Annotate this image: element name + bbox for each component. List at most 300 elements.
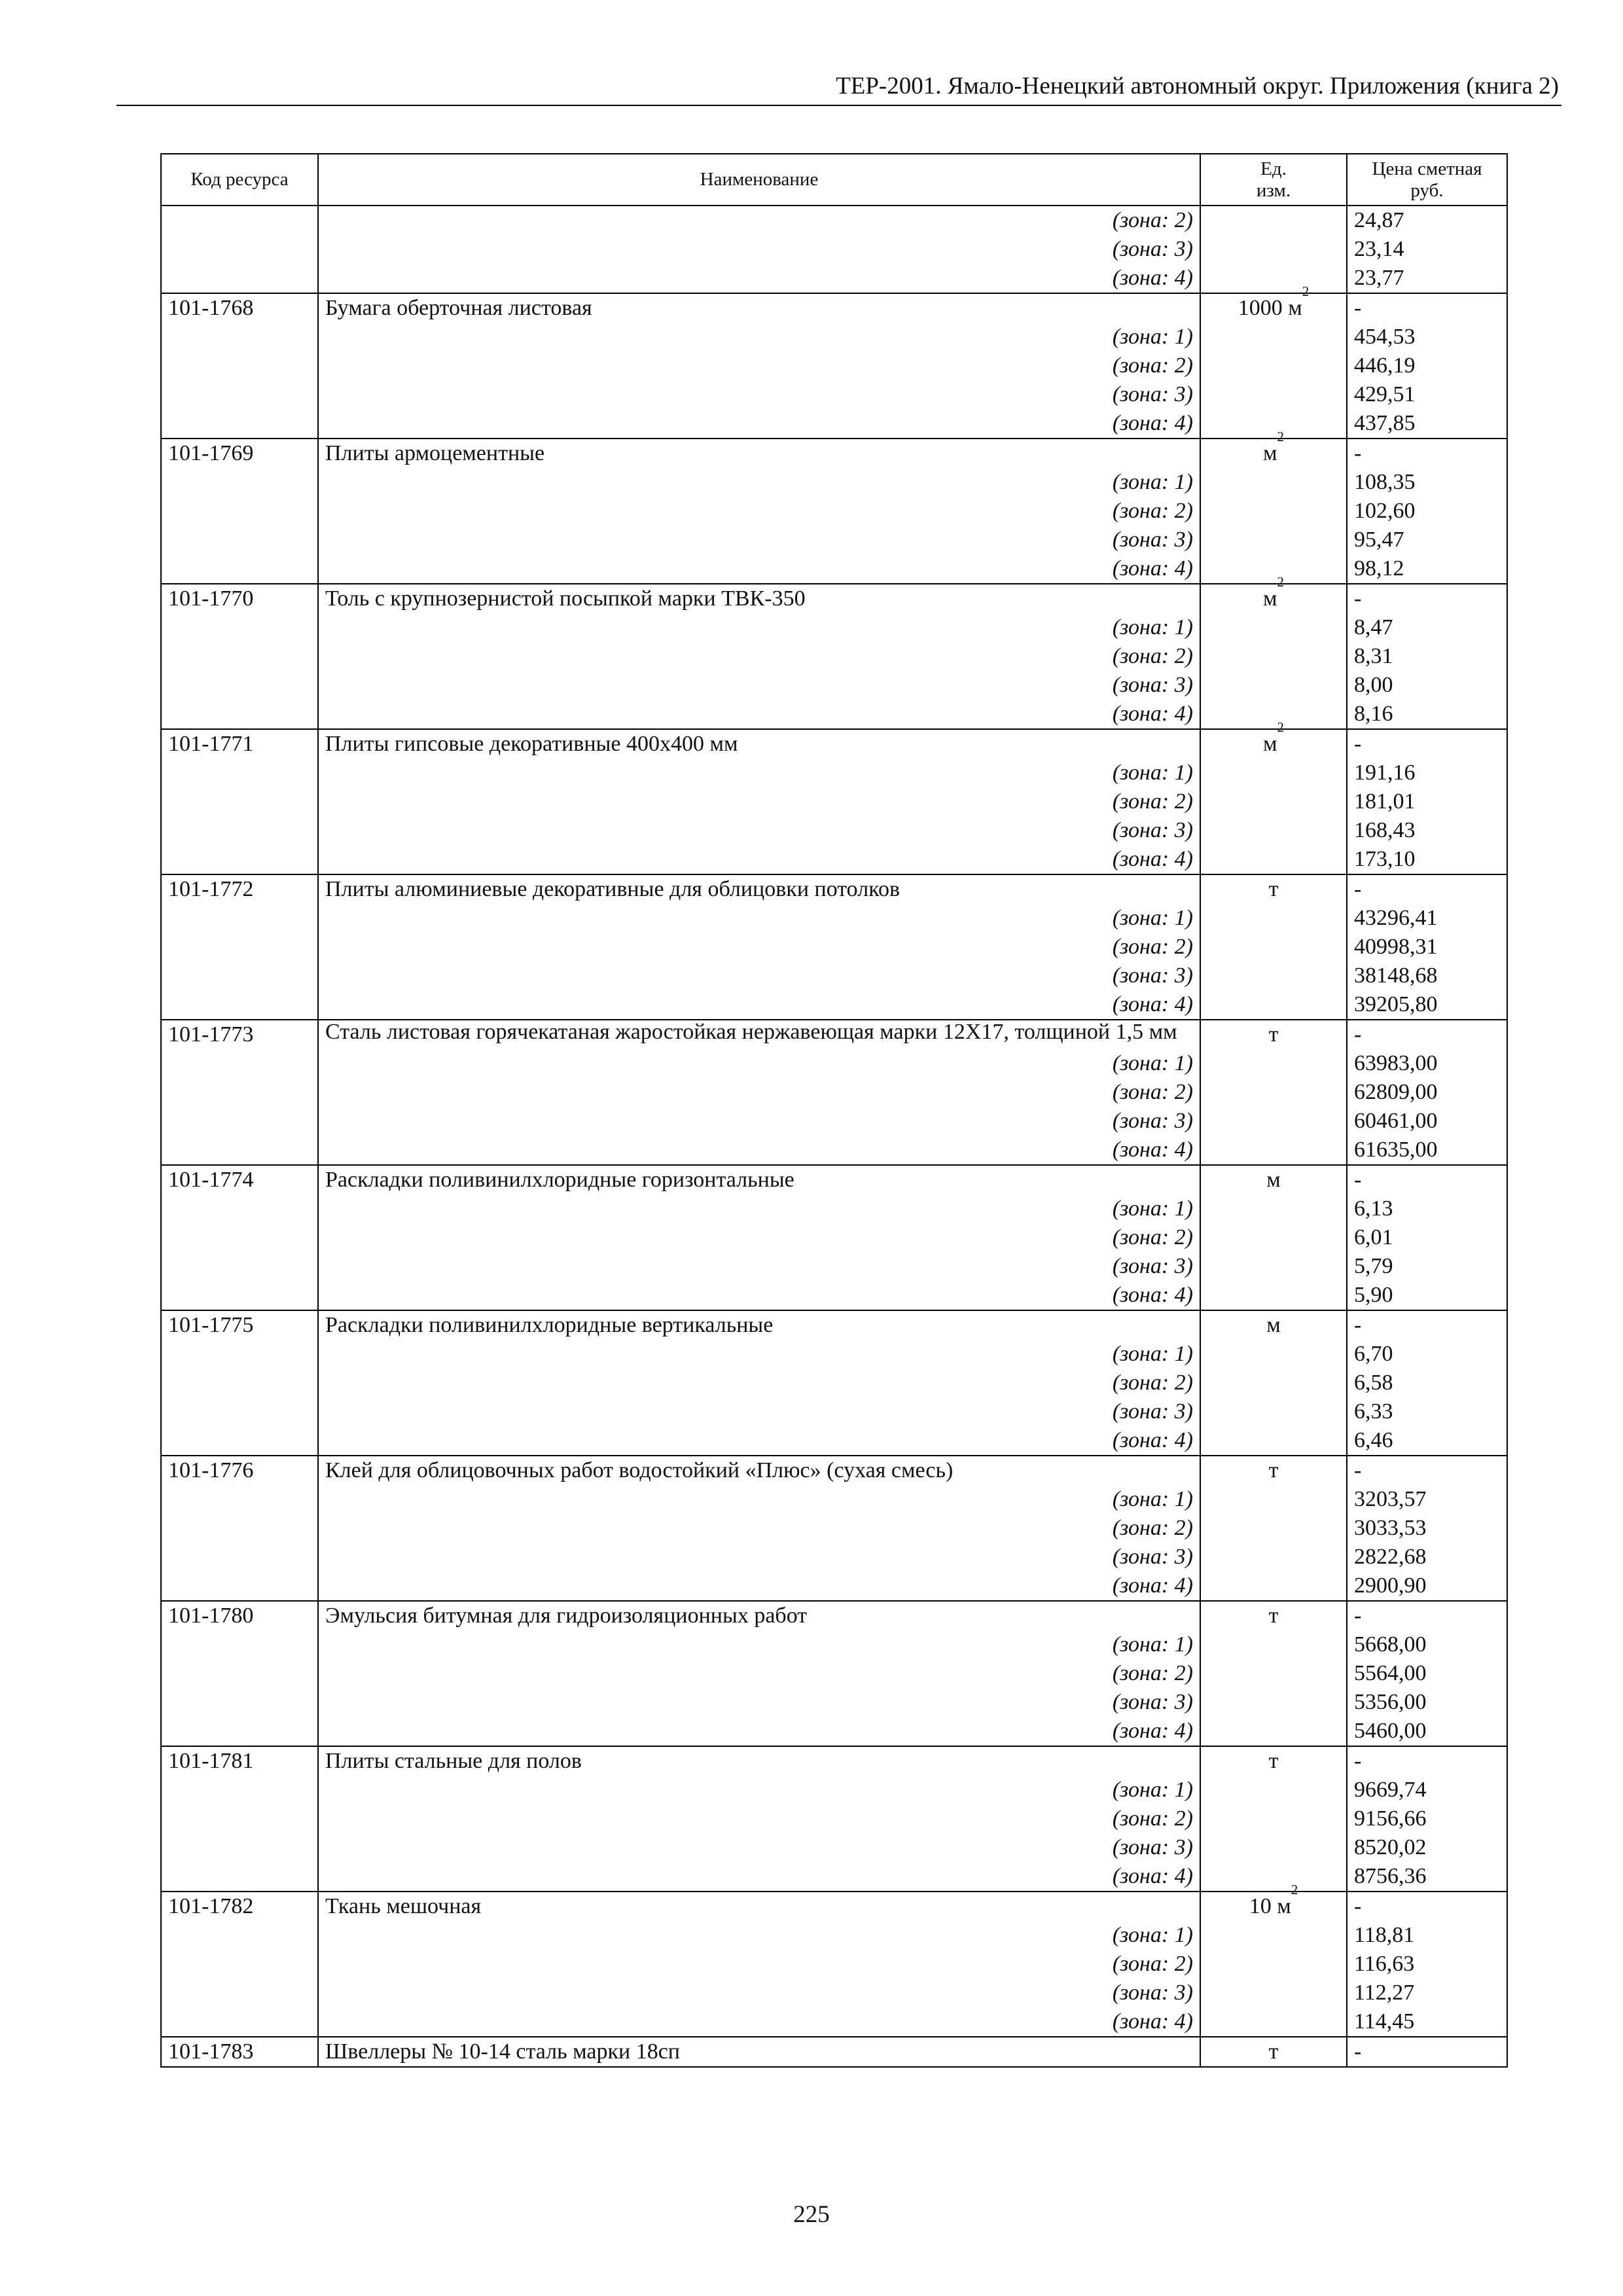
unit-cell xyxy=(1200,904,1347,933)
resource-base-price: - xyxy=(1347,1892,1507,1921)
zone-row xyxy=(161,1717,1507,1746)
resource-code-cell xyxy=(161,351,318,380)
zone-row xyxy=(161,1688,1507,1717)
column-header-unit: Ед. изм. xyxy=(1200,154,1347,206)
unit-cell xyxy=(1200,526,1347,554)
resource-code-cell xyxy=(161,1252,318,1281)
unit-text: м xyxy=(1266,1168,1281,1192)
resource-unit xyxy=(1200,874,1347,904)
resource-name: Плиты армоцементные xyxy=(318,439,1200,468)
resource-unit xyxy=(1200,1601,1347,1630)
unit-superscript: 2 xyxy=(1291,1882,1298,1897)
resource-row xyxy=(161,2037,1507,2067)
resource-code-cell xyxy=(161,1776,318,1804)
zone-label: (зона: 3) xyxy=(318,816,1200,845)
resource-code-cell xyxy=(161,904,318,933)
zone-label: (зона: 4) xyxy=(318,990,1200,1020)
resource-code-cell xyxy=(161,759,318,787)
resource-price-table xyxy=(160,153,1508,2068)
unit-text: м xyxy=(1262,441,1277,465)
resource-name: Плиты стальные для полов xyxy=(318,1746,1200,1776)
resource-unit xyxy=(1200,429,1347,468)
zone-label: (зона: 3) xyxy=(318,1252,1200,1281)
resource-code-cell xyxy=(161,1571,318,1601)
unit-cell xyxy=(1200,671,1347,700)
zone-label: (зона: 2) xyxy=(318,1223,1200,1252)
resource-row xyxy=(161,584,1507,613)
resource-code-cell xyxy=(161,1136,318,1165)
zone-price: 181,01 xyxy=(1347,787,1507,816)
unit-text: т xyxy=(1268,877,1279,901)
zone-row xyxy=(161,526,1507,554)
resource-name: Сталь листовая горячекатаная жаростойкая нержавеющая марки 12Х17, толщиной 1,5 мм xyxy=(318,1020,1200,1049)
resource-base-price: - xyxy=(1347,439,1507,468)
zone-price: 437,85 xyxy=(1347,409,1507,439)
unit-cell xyxy=(1200,845,1347,874)
unit-cell xyxy=(1200,1688,1347,1717)
zone-row xyxy=(161,1049,1507,1078)
resource-unit xyxy=(1200,2037,1347,2067)
zone-price: 6,33 xyxy=(1347,1397,1507,1426)
zone-price: 8520,02 xyxy=(1347,1833,1507,1862)
unit-text: 1000 м xyxy=(1238,296,1302,320)
zone-label: (зона: 3) xyxy=(318,961,1200,990)
resource-row xyxy=(161,293,1507,323)
page-number: 225 xyxy=(793,2201,830,2228)
unit-cell xyxy=(1200,264,1347,293)
zone-label: (зона: 4) xyxy=(318,409,1200,439)
zone-row xyxy=(161,671,1507,700)
unit-text: т xyxy=(1268,1458,1279,1482)
zone-row xyxy=(161,351,1507,380)
resource-code-cell xyxy=(161,1485,318,1514)
zone-label: (зона: 3) xyxy=(318,380,1200,409)
unit-cell xyxy=(1200,1630,1347,1659)
resource-code-cell xyxy=(161,1397,318,1426)
zone-row xyxy=(161,1571,1507,1601)
resource-code: 101-1776 xyxy=(161,1456,318,1485)
resource-row xyxy=(161,1746,1507,1776)
zone-price: 62809,00 xyxy=(1347,1078,1507,1107)
unit-cell xyxy=(1200,1223,1347,1252)
resource-code-cell xyxy=(161,671,318,700)
zone-price: 9669,74 xyxy=(1347,1776,1507,1804)
zone-row xyxy=(161,845,1507,874)
unit-cell xyxy=(1200,642,1347,671)
resource-unit xyxy=(1200,719,1347,759)
zone-row xyxy=(161,1776,1507,1804)
unit-text: м xyxy=(1266,1313,1281,1337)
zone-label: (зона: 2) xyxy=(318,1950,1200,1979)
zone-price: 23,77 xyxy=(1347,264,1507,293)
zone-row xyxy=(161,1223,1507,1252)
resource-row xyxy=(161,729,1507,759)
zone-row xyxy=(161,1833,1507,1862)
column-header-code: Код ресурса xyxy=(161,154,318,206)
resource-code-cell xyxy=(161,526,318,554)
zone-label: (зона: 4) xyxy=(318,554,1200,584)
zone-label: (зона: 3) xyxy=(318,1833,1200,1862)
resource-code-cell xyxy=(161,1804,318,1833)
resource-code-cell xyxy=(161,1688,318,1717)
resource-name: Бумага оберточная листовая xyxy=(318,293,1200,323)
zone-row xyxy=(161,1107,1507,1136)
zone-price: 112,27 xyxy=(1347,1979,1507,2007)
resource-code-cell xyxy=(161,235,318,264)
zone-price: 5460,00 xyxy=(1347,1717,1507,1746)
unit-cell xyxy=(1200,1107,1347,1136)
zone-label: (зона: 2) xyxy=(318,351,1200,380)
resource-code-cell xyxy=(161,1223,318,1252)
zone-row xyxy=(161,1630,1507,1659)
zone-price: 5356,00 xyxy=(1347,1688,1507,1717)
unit-cell xyxy=(1200,1571,1347,1601)
resource-unit xyxy=(1200,1882,1347,1921)
zone-label: (зона: 4) xyxy=(318,264,1200,293)
unit-cell xyxy=(1200,990,1347,1020)
zone-row xyxy=(161,961,1507,990)
column-header-name: Наименование xyxy=(318,154,1200,206)
unit-cell xyxy=(1200,1397,1347,1426)
zone-price: 5,90 xyxy=(1347,1281,1507,1310)
resource-code-cell xyxy=(161,961,318,990)
zone-label: (зона: 1) xyxy=(318,904,1200,933)
resource-name: Толь с крупнозернистой посыпкой марки ТВК-350 xyxy=(318,584,1200,613)
resource-base-price: - xyxy=(1347,1601,1507,1630)
resource-code-cell xyxy=(161,613,318,642)
zone-row xyxy=(161,1543,1507,1571)
unit-cell xyxy=(1200,759,1347,787)
resource-code: 101-1782 xyxy=(161,1892,318,1921)
resource-code: 101-1775 xyxy=(161,1310,318,1340)
unit-cell xyxy=(1200,1252,1347,1281)
unit-cell xyxy=(1200,351,1347,380)
resource-name: Плиты алюминиевые декоративные для облицовки потолков xyxy=(318,874,1200,904)
resource-base-price: - xyxy=(1347,729,1507,759)
unit-cell xyxy=(1200,1950,1347,1979)
zone-label: (зона: 1) xyxy=(318,468,1200,497)
zone-label: (зона: 2) xyxy=(318,642,1200,671)
document-title: ТЕР-2001. Ямало-Ненецкий автономный округ. Приложения (книга 2) xyxy=(836,73,1559,99)
resource-name: Эмульсия битумная для гидроизоляционных работ xyxy=(318,1601,1200,1630)
resource-code: 101-1768 xyxy=(161,293,318,323)
resource-code-cell xyxy=(161,409,318,439)
zone-label: (зона: 3) xyxy=(318,671,1200,700)
zone-label: (зона: 1) xyxy=(318,759,1200,787)
zone-label: (зона: 4) xyxy=(318,845,1200,874)
zone-label: (зона: 4) xyxy=(318,1426,1200,1456)
unit-cell xyxy=(1200,409,1347,439)
resource-code-cell xyxy=(161,323,318,351)
zone-price: 8756,36 xyxy=(1347,1862,1507,1892)
unit-cell xyxy=(1200,1485,1347,1514)
zone-price: 6,46 xyxy=(1347,1426,1507,1456)
zone-label: (зона: 4) xyxy=(318,700,1200,729)
zone-row xyxy=(161,816,1507,845)
table-body xyxy=(161,206,1507,2067)
zone-price: 2900,90 xyxy=(1347,1571,1507,1601)
zone-row xyxy=(161,1950,1507,1979)
zone-row xyxy=(161,1514,1507,1543)
resource-base-price: - xyxy=(1347,584,1507,613)
zone-label: (зона: 4) xyxy=(318,2007,1200,2037)
unit-cell xyxy=(1200,554,1347,584)
resource-base-price: - xyxy=(1347,2037,1507,2067)
unit-cell xyxy=(1200,816,1347,845)
resource-code-cell xyxy=(161,1369,318,1397)
zone-row xyxy=(161,1979,1507,2007)
zone-price: 2822,68 xyxy=(1347,1543,1507,1571)
resource-code-cell xyxy=(161,1833,318,1862)
column-header-price: Цена сметная руб. xyxy=(1347,154,1507,206)
zone-label: (зона: 3) xyxy=(318,526,1200,554)
zone-row xyxy=(161,1194,1507,1223)
resource-code-cell xyxy=(161,1630,318,1659)
zone-row xyxy=(161,497,1507,526)
zone-row xyxy=(161,1804,1507,1833)
resource-code-cell xyxy=(161,2007,318,2037)
zone-label: (зона: 1) xyxy=(318,1485,1200,1514)
resource-code-cell xyxy=(161,1862,318,1892)
unit-cell xyxy=(1200,1426,1347,1456)
resource-code-cell xyxy=(161,990,318,1020)
zone-label: (зона: 2) xyxy=(318,787,1200,816)
zone-label: (зона: 2) xyxy=(318,1659,1200,1688)
zone-price: 6,01 xyxy=(1347,1223,1507,1252)
resource-code-cell xyxy=(161,845,318,874)
zone-price: 23,14 xyxy=(1347,235,1507,264)
zone-label: (зона: 1) xyxy=(318,1340,1200,1369)
zone-label: (зона: 1) xyxy=(318,1921,1200,1950)
resource-unit xyxy=(1200,1746,1347,1776)
zone-row xyxy=(161,700,1507,729)
zone-price: 5668,00 xyxy=(1347,1630,1507,1659)
zone-row xyxy=(161,642,1507,671)
unit-cell xyxy=(1200,1369,1347,1397)
zone-price: 38148,68 xyxy=(1347,961,1507,990)
unit-text: 10 м xyxy=(1249,1894,1291,1918)
resource-code-cell xyxy=(161,1049,318,1078)
zone-label: (зона: 1) xyxy=(318,1776,1200,1804)
resource-code: 101-1771 xyxy=(161,729,318,759)
unit-cell xyxy=(1200,1804,1347,1833)
resource-code: 101-1772 xyxy=(161,874,318,904)
zone-row xyxy=(161,787,1507,816)
unit-cell xyxy=(1200,1717,1347,1746)
zone-row xyxy=(161,409,1507,439)
resource-code-cell xyxy=(161,1107,318,1136)
unit-text: м xyxy=(1262,732,1277,756)
zone-price: 61635,00 xyxy=(1347,1136,1507,1165)
zone-price: 5564,00 xyxy=(1347,1659,1507,1688)
zone-label: (зона: 2) xyxy=(318,933,1200,961)
zone-row xyxy=(161,1369,1507,1397)
zone-label: (зона: 3) xyxy=(318,1397,1200,1426)
zone-label: (зона: 3) xyxy=(318,1688,1200,1717)
resource-row xyxy=(161,1601,1507,1630)
zone-price: 114,45 xyxy=(1347,2007,1507,2037)
unit-cell xyxy=(1200,1979,1347,2007)
zone-label: (зона: 1) xyxy=(318,613,1200,642)
resource-code: 101-1770 xyxy=(161,584,318,613)
zone-price: 8,31 xyxy=(1347,642,1507,671)
resource-row xyxy=(161,1165,1507,1194)
resource-code: 101-1780 xyxy=(161,1601,318,1630)
resource-code-cell xyxy=(161,1426,318,1456)
zone-price: 102,60 xyxy=(1347,497,1507,526)
zone-label: (зона: 2) xyxy=(318,206,1200,235)
resource-code-cell xyxy=(161,1514,318,1543)
zone-row xyxy=(161,1426,1507,1456)
resource-code-cell xyxy=(161,787,318,816)
resource-code-cell xyxy=(161,1659,318,1688)
zone-row xyxy=(161,1340,1507,1369)
resource-code-cell xyxy=(161,1340,318,1369)
zone-price: 3033,53 xyxy=(1347,1514,1507,1543)
resource-code-cell xyxy=(161,380,318,409)
zone-label: (зона: 4) xyxy=(318,1862,1200,1892)
zone-price: 95,47 xyxy=(1347,526,1507,554)
zone-row xyxy=(161,1862,1507,1892)
resource-base-price: - xyxy=(1347,1746,1507,1776)
resource-base-price: - xyxy=(1347,1456,1507,1485)
resource-unit xyxy=(1200,1310,1347,1340)
zone-price: 6,70 xyxy=(1347,1340,1507,1369)
zone-label: (зона: 1) xyxy=(318,1630,1200,1659)
zone-row xyxy=(161,904,1507,933)
unit-text: т xyxy=(1268,2039,1279,2064)
unit-cell xyxy=(1200,2007,1347,2037)
zone-price: 5,79 xyxy=(1347,1252,1507,1281)
zone-row xyxy=(161,1078,1507,1107)
unit-cell xyxy=(1200,1543,1347,1571)
unit-cell xyxy=(1200,1833,1347,1862)
resource-code-cell xyxy=(161,1979,318,2007)
unit-cell xyxy=(1200,1049,1347,1078)
resource-code-cell xyxy=(161,554,318,584)
resource-name: Клей для облицовочных работ водостойкий «Плюс» (сухая смесь) xyxy=(318,1456,1200,1485)
zone-row xyxy=(161,1252,1507,1281)
zone-row xyxy=(161,323,1507,351)
resource-base-price: - xyxy=(1347,1310,1507,1340)
unit-cell xyxy=(1200,700,1347,729)
resource-code-cell xyxy=(161,468,318,497)
zone-row xyxy=(161,2007,1507,2037)
resource-row xyxy=(161,1020,1507,1049)
resource-row xyxy=(161,439,1507,468)
zone-price: 60461,00 xyxy=(1347,1107,1507,1136)
resource-unit xyxy=(1200,574,1347,613)
resource-base-price: - xyxy=(1347,1165,1507,1194)
resource-code-cell xyxy=(161,933,318,961)
unit-cell xyxy=(1200,497,1347,526)
unit-text: т xyxy=(1268,1022,1279,1047)
zone-label: (зона: 3) xyxy=(318,1543,1200,1571)
zone-price: 8,16 xyxy=(1347,700,1507,729)
zone-label: (зона: 4) xyxy=(318,1571,1200,1601)
resource-unit xyxy=(1200,1165,1347,1194)
zone-row xyxy=(161,759,1507,787)
resource-base-price: - xyxy=(1347,293,1507,323)
resource-code-cell xyxy=(161,264,318,293)
zone-price: 454,53 xyxy=(1347,323,1507,351)
zone-label: (зона: 3) xyxy=(318,1979,1200,2007)
zone-price: 9156,66 xyxy=(1347,1804,1507,1833)
page-header xyxy=(116,71,1561,106)
zone-price: 429,51 xyxy=(1347,380,1507,409)
unit-cell xyxy=(1200,468,1347,497)
resource-code: 101-1769 xyxy=(161,439,318,468)
table-row xyxy=(161,235,1507,264)
resource-unit xyxy=(1200,1456,1347,1485)
zone-row xyxy=(161,1485,1507,1514)
unit-cell xyxy=(1200,961,1347,990)
resource-row xyxy=(161,1456,1507,1485)
zone-price: 6,58 xyxy=(1347,1369,1507,1397)
zone-price: 108,35 xyxy=(1347,468,1507,497)
table-row xyxy=(161,206,1507,235)
resource-code-cell xyxy=(161,1921,318,1950)
zone-price: 3203,57 xyxy=(1347,1485,1507,1514)
zone-label: (зона: 2) xyxy=(318,1804,1200,1833)
resource-row xyxy=(161,1310,1507,1340)
resource-code-cell xyxy=(161,642,318,671)
unit-cell xyxy=(1200,1340,1347,1369)
zone-price: 24,87 xyxy=(1347,206,1507,235)
resource-base-price: - xyxy=(1347,874,1507,904)
resource-name: Раскладки поливинилхлоридные горизонтальные xyxy=(318,1165,1200,1194)
zone-label: (зона: 3) xyxy=(318,1107,1200,1136)
zone-price: 118,81 xyxy=(1347,1921,1507,1950)
unit-cell xyxy=(1200,235,1347,264)
zone-price: 98,12 xyxy=(1347,554,1507,584)
zone-row xyxy=(161,990,1507,1020)
unit-superscript: 2 xyxy=(1277,574,1284,590)
resource-unit xyxy=(1200,1020,1347,1049)
zone-row xyxy=(161,1136,1507,1165)
unit-cell xyxy=(1200,1862,1347,1892)
unit-cell xyxy=(1200,1078,1347,1107)
zone-row xyxy=(161,1281,1507,1310)
zone-row xyxy=(161,1659,1507,1688)
zone-row xyxy=(161,380,1507,409)
unit-cell xyxy=(1200,613,1347,642)
zone-price: 8,47 xyxy=(1347,613,1507,642)
unit-cell xyxy=(1200,1659,1347,1688)
unit-cell xyxy=(1200,380,1347,409)
zone-price: 6,13 xyxy=(1347,1194,1507,1223)
unit-cell xyxy=(1200,1194,1347,1223)
unit-cell xyxy=(1200,1921,1347,1950)
resource-code-cell xyxy=(161,497,318,526)
zone-label: (зона: 1) xyxy=(318,323,1200,351)
resource-base-price: - xyxy=(1347,1020,1507,1049)
zone-price: 168,43 xyxy=(1347,816,1507,845)
zone-row xyxy=(161,613,1507,642)
zone-price: 446,19 xyxy=(1347,351,1507,380)
unit-superscript: 2 xyxy=(1277,719,1284,735)
zone-label: (зона: 4) xyxy=(318,1136,1200,1165)
resource-name: Раскладки поливинилхлоридные вертикальные xyxy=(318,1310,1200,1340)
zone-label: (зона: 3) xyxy=(318,235,1200,264)
unit-cell xyxy=(1200,933,1347,961)
resource-row xyxy=(161,874,1507,904)
unit-superscript: 2 xyxy=(1277,429,1284,444)
resource-code: 101-1781 xyxy=(161,1746,318,1776)
zone-row xyxy=(161,1921,1507,1950)
resource-row xyxy=(161,1892,1507,1921)
unit-text: т xyxy=(1268,1749,1279,1773)
